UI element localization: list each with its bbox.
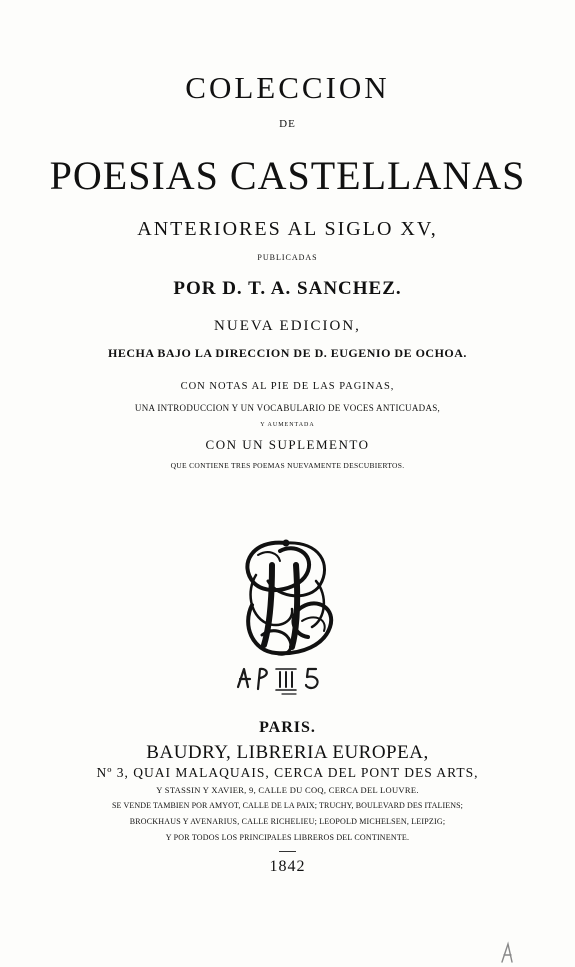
- imprint-address: Nº 3, QUAI MALAQUAIS, CERCA DEL PONT DES ARTS,: [96, 765, 479, 780]
- author-line: POR D. T. A. SANCHEZ.: [173, 278, 402, 299]
- divider-rule: [279, 851, 296, 852]
- notes-line: CON NOTAS AL PIE DE LAS PAGINAS,: [180, 381, 395, 392]
- title-main: POESIAS CASTELLANAS: [49, 153, 526, 198]
- imprint-city: PARIS.: [259, 719, 316, 736]
- imprint-libreros-line: Y POR TODOS LOS PRINCIPALES LIBREROS DEL CONTINENTE.: [165, 833, 410, 842]
- library-shelfmark-stamp: [230, 663, 348, 695]
- imprint-stassin-line: Y STASSIN Y XAVIER, 9, CALLE DU COQ, CERCA DEL LOUVRE.: [156, 785, 419, 795]
- title-coleccion: COLECCION: [185, 70, 390, 105]
- imprint-brockhaus-line: BROCKHAUS Y AVENARIUS, CALLE RICHELIEU; LEOPOLD MICHELSEN, LEIPZIG;: [129, 817, 446, 826]
- library-monogram-emblem: [232, 535, 340, 660]
- handwritten-shelfmark: [230, 663, 348, 695]
- editor-line: HECHA BAJO LA DIRECCION DE D. EUGENIO DE OCHOA.: [108, 346, 467, 360]
- aumentada-line: Y AUMENTADA: [260, 422, 315, 428]
- corner-pencil-mark: [498, 940, 518, 964]
- edition-line: NUEVA EDICION,: [214, 318, 361, 334]
- subtitle-anteriores: ANTERIORES AL SIGLO XV,: [137, 218, 438, 240]
- publication-year: 1842: [269, 858, 306, 875]
- imprint-amyot-line: SE VENDE TAMBIEN POR AMYOT, CALLE DE LA PAIX; TRUCHY, BOULEVARD DES ITALIENS;: [111, 801, 464, 810]
- supplement-line: CON UN SUPLEMENTO: [205, 437, 370, 452]
- title-de: DE: [279, 118, 296, 130]
- poems-line: QUE CONTIENE TRES POEMAS NUEVAMENTE DESCUBIERTOS.: [170, 461, 405, 470]
- introduction-line: UNA INTRODUCCION Y UN VOCABULARIO DE VOCES ANTICUADAS,: [134, 403, 441, 413]
- imprint-publisher: BAUDRY, LIBRERIA EUROPEA,: [146, 742, 429, 763]
- publicadas-line: PUBLICADAS: [257, 253, 318, 262]
